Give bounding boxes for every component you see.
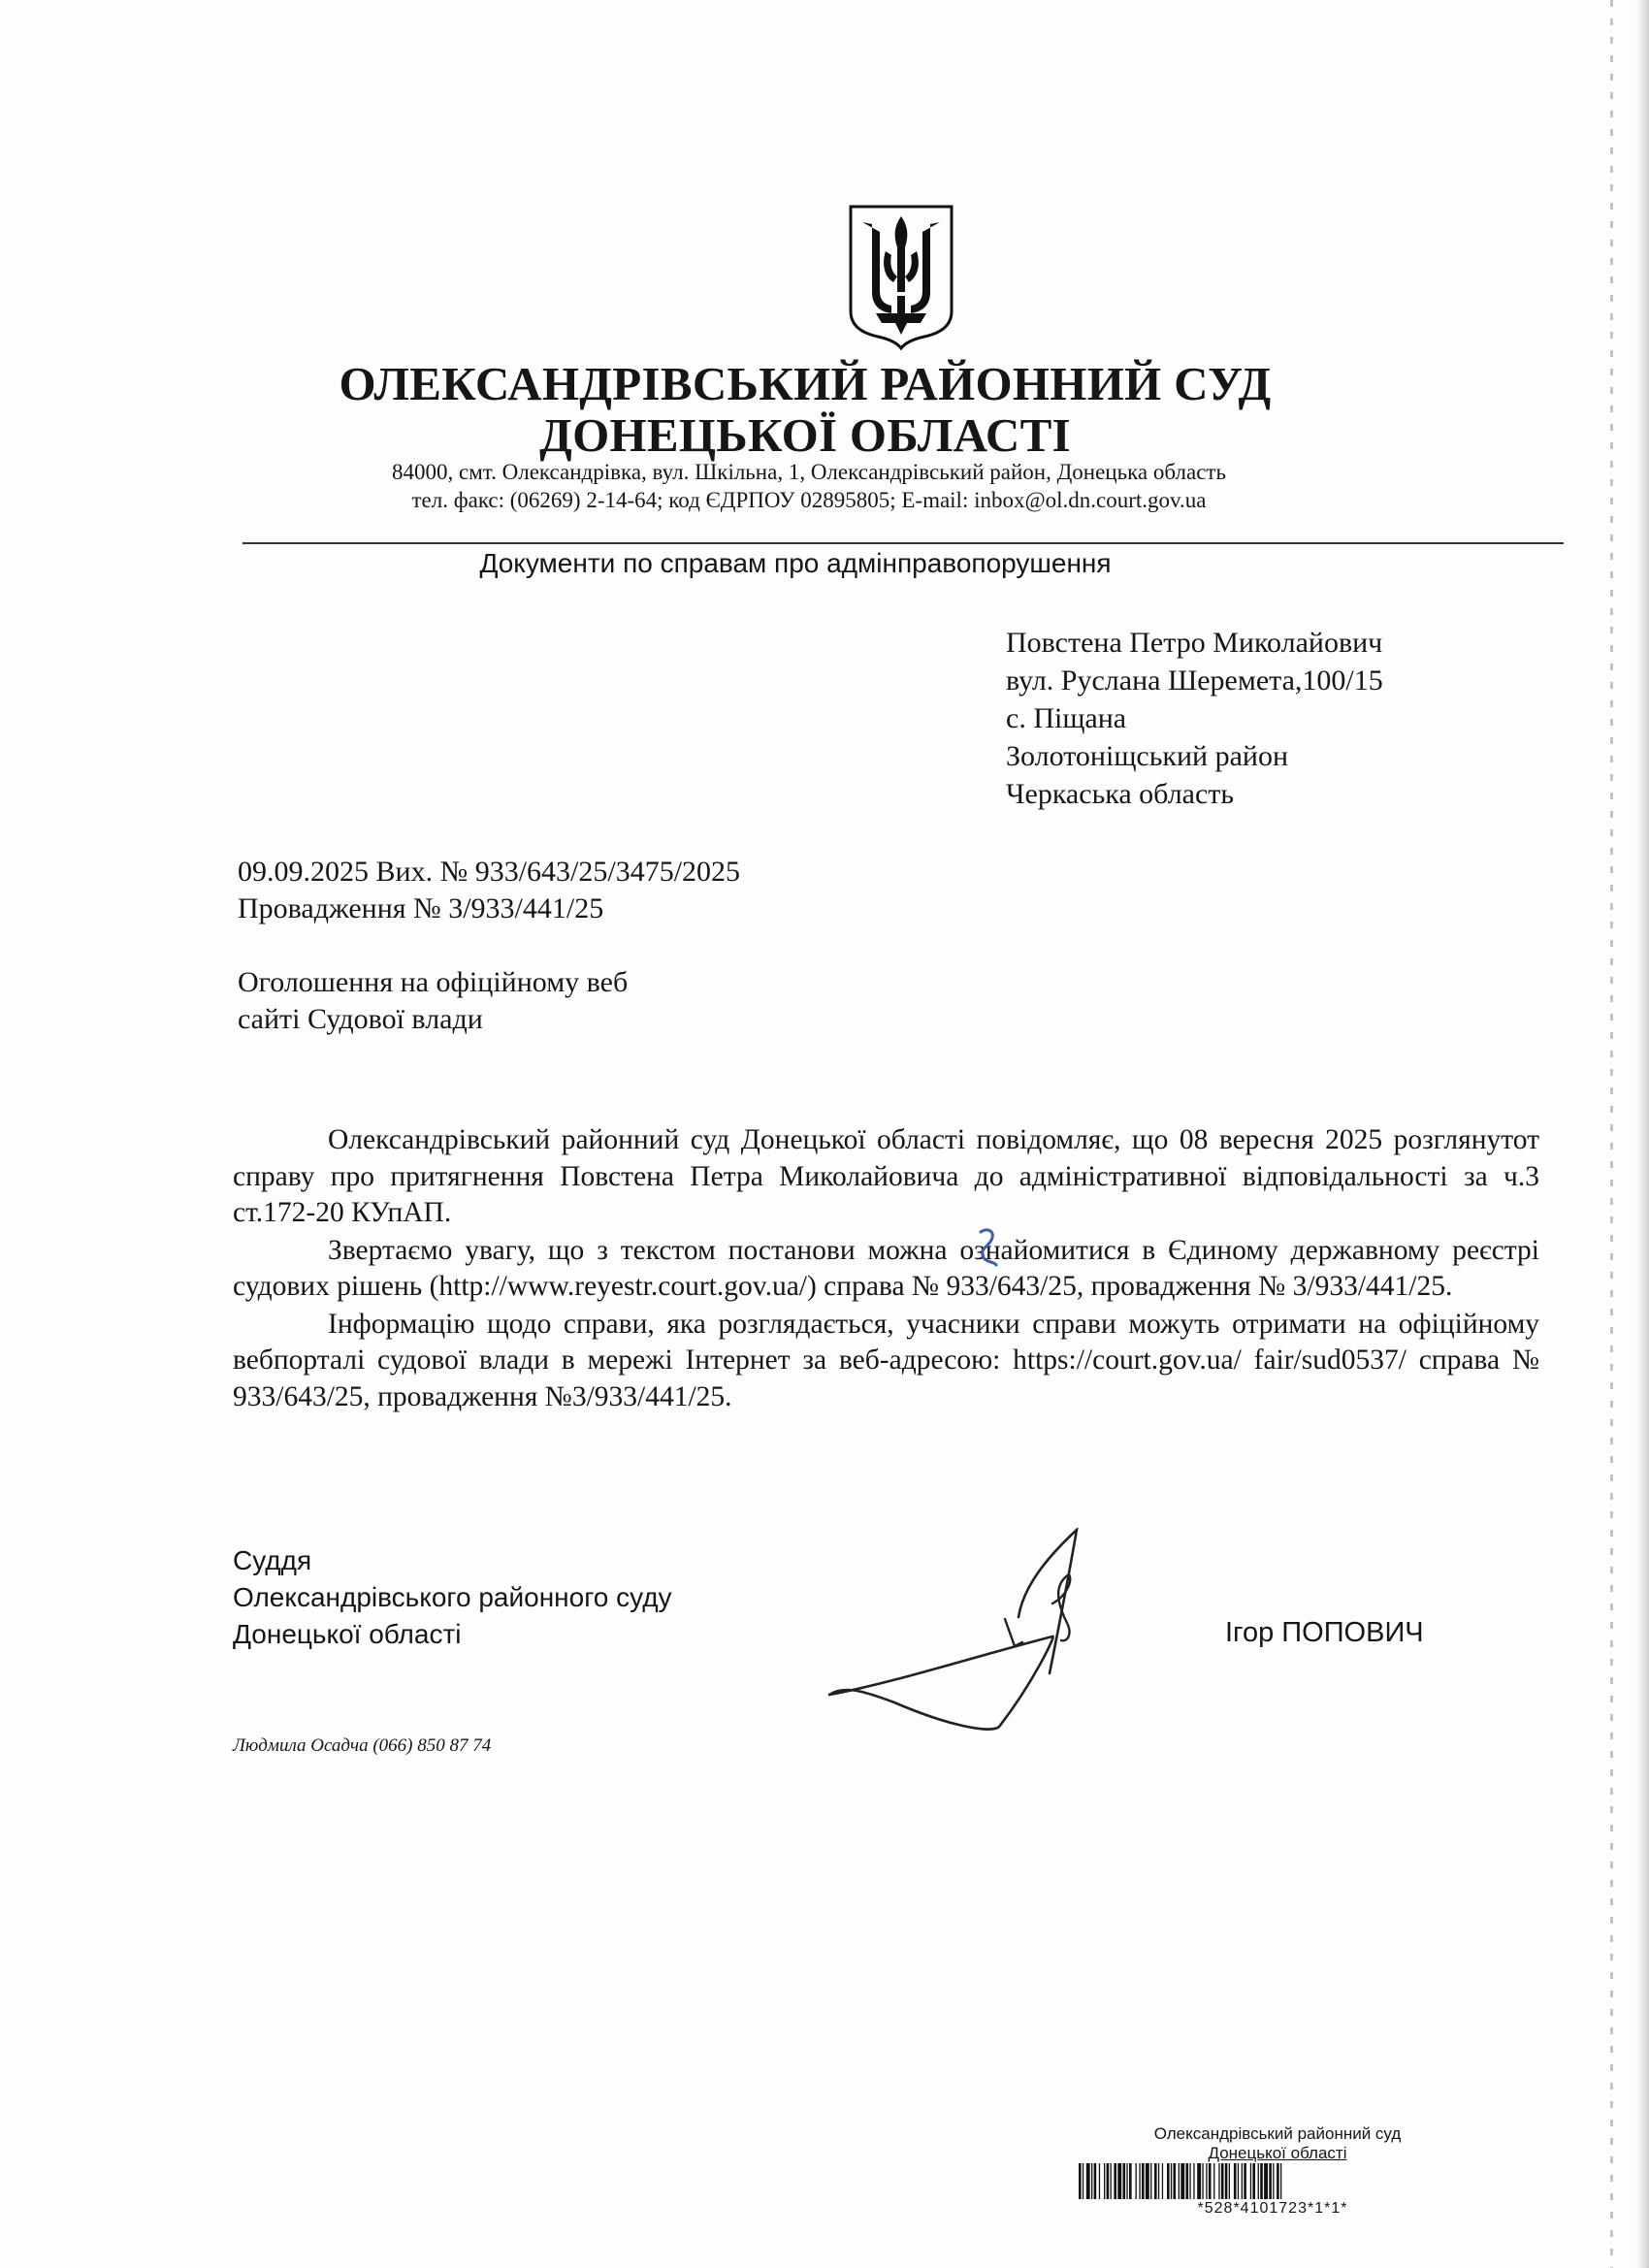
barcode-bar (1091, 2163, 1092, 2199)
recipient-region: Черкаська область (1006, 778, 1235, 810)
barcode-bar (1180, 2163, 1184, 2199)
barcode-bar (1099, 2163, 1100, 2199)
recipient-name: Повстена Петро Миколайович (1006, 627, 1383, 659)
barcode-bar (1193, 2163, 1194, 2199)
barcode-bar (1086, 2163, 1090, 2199)
barcode-bar (1117, 2163, 1121, 2199)
document-barcode (1079, 2163, 1467, 2199)
barcode-bar (1242, 2163, 1243, 2199)
judge-position (233, 1542, 672, 1653)
barcode-bar (1229, 2163, 1230, 2199)
document-heading: Документи по справам про адмінправопорушення (479, 548, 1112, 578)
barcode-bar (1139, 2163, 1140, 2199)
recipient-address-block (1006, 624, 1383, 813)
recipient-village: с. Піщана (1006, 702, 1127, 734)
signer-name: Ігор ПОПОВИЧ (1225, 1617, 1424, 1648)
barcode-bar (1126, 2163, 1127, 2199)
executor-contact: Людмила Осадча (066) 850 87 74 (233, 1735, 492, 1756)
barcode-bar (1258, 2163, 1259, 2199)
barcode-bar (1154, 2163, 1157, 2199)
outgoing-reference (238, 854, 740, 927)
barcode-bar (1111, 2163, 1112, 2199)
barcode-bar (1079, 2163, 1082, 2199)
stamp-line1: Олександрівський районний суд (1153, 2124, 1402, 2143)
barcode-bar (1218, 2163, 1219, 2199)
barcode-bar (1186, 2163, 1189, 2199)
barcode-bar (1225, 2163, 1228, 2199)
stamp-line2: Донецької області (1208, 2144, 1347, 2162)
barcode-bar (1162, 2163, 1163, 2199)
position-title: Суддя (233, 1545, 312, 1575)
barcode-bar (1252, 2163, 1255, 2199)
body-paragraph-3: Інформацію щодо справи, яка розглядається, учасники справи можуть отримати на офіційному вебпорталі судової влади в мережі Інтернет за веб-адресою: https://court.gov.ua/ fair/sud0537/ справа № 933/643/25, провадження №3/933/441/25. (233, 1308, 1539, 1412)
pen-correction-mark (973, 1226, 1002, 1269)
barcode-bar (1197, 2163, 1201, 2199)
barcode-bar (1174, 2163, 1177, 2199)
handwritten-signature (824, 1528, 1174, 1761)
position-region: Донецької області (233, 1619, 462, 1649)
barcode-bar (1277, 2163, 1279, 2199)
body-paragraph-1: Олександрівський районний суд Донецької області повідомляє, що 08 вересня 2025 розглянутот справу про притягнення Повстена Петра Миколайовича до адміністративної відповідальності за ч.3 ст.172-20 КУпАП. (233, 1124, 1539, 1228)
recipient-district: Золотоніщський район (1006, 740, 1289, 772)
barcode-bar (1280, 2163, 1281, 2199)
barcode-bar (1264, 2163, 1268, 2199)
barcode-bar (1250, 2163, 1251, 2199)
outgoing-number: 09.09.2025 Вих. № 933/643/25/3475/2025 (238, 856, 741, 888)
court-address: 84000, смт. Олександрівка, вул. Шкільна, 1, Олександрівський район, Донецька область (392, 460, 1226, 484)
subject-line1: Оголошення на офіційному веб (238, 966, 629, 998)
barcode-bar (1234, 2163, 1237, 2199)
barcode-bar (1167, 2163, 1170, 2199)
barcode-bar (1150, 2163, 1151, 2199)
letter-subject (238, 964, 628, 1038)
barcode-bar (1114, 2163, 1116, 2199)
barcode-bar (1179, 2163, 1180, 2199)
court-contacts: тел. факс: (06269) 2-14-64; код ЄДРПОУ 02895805; E-mail: inbox@ol.dn.court.gov.ua (411, 488, 1207, 512)
court-name-line1: ОЛЕКСАНДРІВСЬКИЙ РАЙОННИЙ СУД (339, 357, 1272, 410)
barcode-bar (1107, 2163, 1110, 2199)
barcode-bar (1273, 2163, 1274, 2199)
recipient-street: вул. Руслана Шеремета,100/15 (1006, 664, 1383, 697)
barcode-bar (1158, 2163, 1159, 2199)
barcode-bar (1136, 2163, 1137, 2199)
barcode-bar (1146, 2163, 1149, 2199)
barcode-bar (1209, 2163, 1212, 2199)
body-paragraph-2: Звертаємо увагу, що з текстом постанови можна ознайомитися в Єдиному державному реєстрі судових рішень (http://www.reyestr.court.gov.ua/) справа № 933/643/25, провадження № 3/933/441/25. (233, 1234, 1539, 1302)
barcode-bar (1142, 2163, 1145, 2199)
position-court: Олександрівського районного суду (233, 1582, 672, 1612)
trident-coat-of-arms-icon (847, 203, 955, 350)
proceeding-number: Провадження № 3/933/441/25 (238, 892, 604, 924)
letterhead-divider (242, 542, 1564, 544)
barcode-bar (1094, 2163, 1097, 2199)
barcode-bar (1129, 2163, 1132, 2199)
barcode-bar (1238, 2163, 1239, 2199)
barcode-bar (1123, 2163, 1126, 2199)
barcode-bar (1171, 2163, 1172, 2199)
letter-body (233, 1122, 1539, 1415)
barcode-bar (1221, 2163, 1224, 2199)
barcode-bar (1202, 2163, 1203, 2199)
scan-edge-dashes (1610, 0, 1613, 2268)
barcode-bar (1213, 2163, 1214, 2199)
scan-edge-shadow (1635, 0, 1649, 2268)
barcode-bar (1189, 2163, 1190, 2199)
barcode-text: *528*4101723*1*1* (1197, 2200, 1348, 2217)
barcode-bar (1260, 2163, 1263, 2199)
barcode-bar (1244, 2163, 1246, 2199)
barcode-bar (1104, 2163, 1105, 2199)
subject-line2: сайті Судової влади (238, 1003, 483, 1035)
barcode-bar (1269, 2163, 1272, 2199)
registration-stamp (1079, 2124, 1476, 2163)
barcode-bar (1206, 2163, 1207, 2199)
court-name-line2: ДОНЕЦЬКОЇ ОБЛАСТІ (539, 408, 1071, 462)
